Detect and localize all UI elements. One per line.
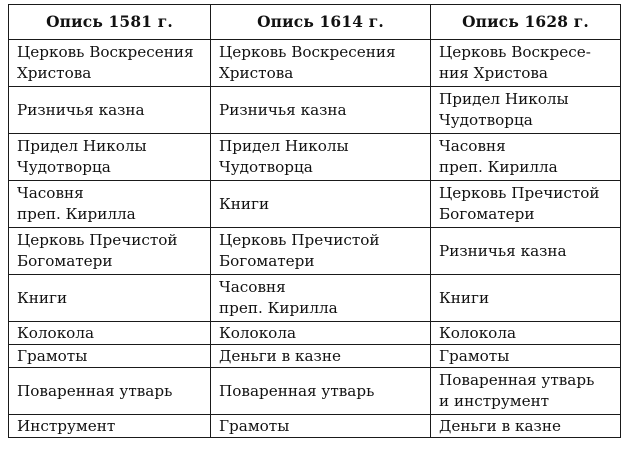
header-inventory-1581: Опись 1581 г. [9, 5, 211, 40]
cell-1628: Поваренная утварь и инструмент [431, 368, 621, 415]
table-row [9, 345, 621, 368]
cell-1614: Грамоты [211, 415, 431, 438]
cell-1614: Книги [211, 181, 431, 228]
cell-1614: Церковь Пречистой Богоматери [211, 228, 431, 275]
header-row [9, 5, 621, 40]
cell-1614: Часовня преп. Кирилла [211, 275, 431, 322]
table-row [9, 228, 621, 275]
cell-1581: Придел Николы Чудотворца [9, 134, 211, 181]
cell-1628: Колокола [431, 322, 621, 345]
cell-1628: Деньги в казне [431, 415, 621, 438]
header-inventory-1614: Опись 1614 г. [211, 5, 431, 40]
cell-1581: Часовня преп. Кирилла [9, 181, 211, 228]
cell-1614: Деньги в казне [211, 345, 431, 368]
cell-1628: Придел Николы Чудотворца [431, 87, 621, 134]
table-row [9, 415, 621, 438]
table-row [9, 368, 621, 415]
cell-1581: Церковь Воскресения Христова [9, 40, 211, 87]
table-row [9, 181, 621, 228]
table-row [9, 275, 621, 322]
cell-1581: Ризничья казна [9, 87, 211, 134]
cell-1628: Грамоты [431, 345, 621, 368]
cell-1581: Колокола [9, 322, 211, 345]
cell-1628: Часовня преп. Кирилла [431, 134, 621, 181]
table-row [9, 87, 621, 134]
cell-1614: Придел Николы Чудотворца [211, 134, 431, 181]
cell-1614: Колокола [211, 322, 431, 345]
table-row [9, 134, 621, 181]
cell-1628: Церковь Пречистой Богоматери [431, 181, 621, 228]
table-row [9, 322, 621, 345]
cell-1628: Ризничья казна [431, 228, 621, 275]
cell-1581: Поваренная утварь [9, 368, 211, 415]
cell-1581: Грамоты [9, 345, 211, 368]
table-row [9, 40, 621, 87]
cell-1581: Инструмент [9, 415, 211, 438]
cell-1614: Ризничья казна [211, 87, 431, 134]
inventory-comparison-table [8, 4, 621, 438]
cell-1581: Церковь Пречистой Богоматери [9, 228, 211, 275]
cell-1614: Поваренная утварь [211, 368, 431, 415]
cell-1614: Церковь Воскресения Христова [211, 40, 431, 87]
cell-1628: Церковь Воскресе- ния Христова [431, 40, 621, 87]
header-inventory-1628: Опись 1628 г. [431, 5, 621, 40]
cell-1628: Книги [431, 275, 621, 322]
cell-1581: Книги [9, 275, 211, 322]
